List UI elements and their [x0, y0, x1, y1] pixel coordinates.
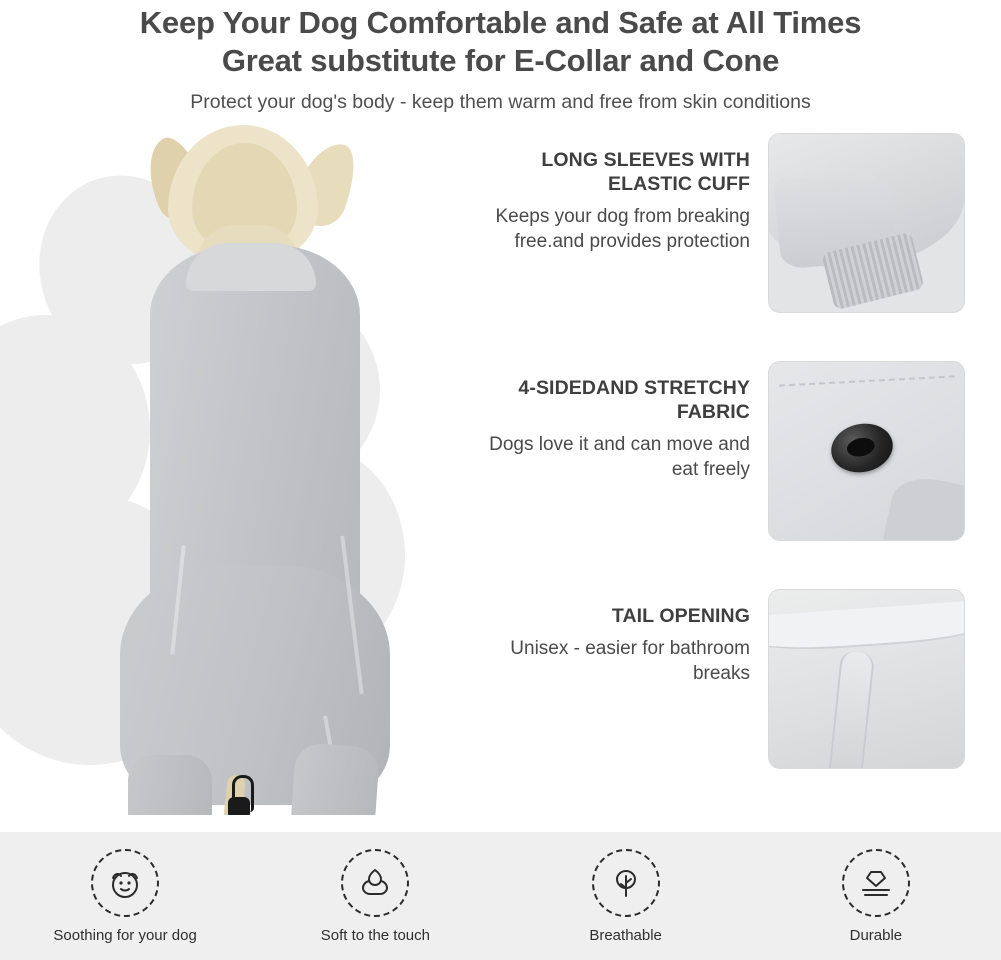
benefit-label: Soothing for your dog: [53, 926, 197, 944]
feature-text-block: [470, 589, 768, 686]
benefit-label: Durable: [849, 926, 903, 944]
cotton-icon: [341, 849, 409, 917]
dog-face-icon: [91, 849, 159, 917]
benefit-label: Soft to the touch: [320, 926, 430, 944]
benefit-label: Breathable: [589, 926, 662, 944]
feature-text-block: [470, 133, 768, 254]
diamond-icon: [842, 849, 910, 917]
headline-line-2: Great substitute for E-Collar and Cone: [221, 42, 780, 78]
recovery-suit-shoulder: [186, 243, 316, 291]
header-banner: [0, 0, 1001, 115]
feature-title: LONG SLEEVES WITH ELASTIC CUFF: [541, 148, 750, 195]
headline-line-1: Keep Your Dog Comfortable and Safe at All Times: [139, 5, 862, 40]
feature-title: 4-SIDEDAND STRETCHY FABRIC: [518, 376, 750, 423]
recovery-suit-leg-right: [288, 742, 380, 815]
feature-description: Unisex - easier for bathroom breaks: [510, 637, 750, 684]
feature-description: Keeps your dog from breaking free.and provides protection: [495, 205, 750, 252]
feature-item: [470, 133, 1001, 333]
feature-list: [470, 133, 1001, 817]
benefit-item: [0, 832, 250, 960]
recovery-suit-leg-left: [128, 755, 212, 815]
snap-button-photo: [768, 361, 965, 541]
sleeve-cuff-photo: [768, 133, 965, 313]
product-photo: [0, 115, 470, 815]
tail-opening-photo: [768, 589, 965, 769]
page-title: [0, 4, 1001, 80]
benefit-item: [501, 832, 751, 960]
feature-title: TAIL OPENING: [611, 604, 750, 627]
page-subtitle: Protect your dog's body - keep them warm and free from skin conditions: [190, 90, 811, 113]
feature-item: [470, 361, 1001, 561]
feature-description: Dogs love it and can move and eat freely: [489, 433, 750, 480]
feature-text-block: [470, 361, 768, 482]
benefit-item: [751, 832, 1001, 960]
benefits-bar: [0, 832, 1001, 960]
feature-item: [470, 589, 1001, 789]
benefit-item: [250, 832, 500, 960]
main-content: [0, 115, 1001, 815]
drawstring-toggle-icon: [228, 797, 250, 815]
dog-illustration: [0, 115, 470, 815]
breathable-icon: [592, 849, 660, 917]
